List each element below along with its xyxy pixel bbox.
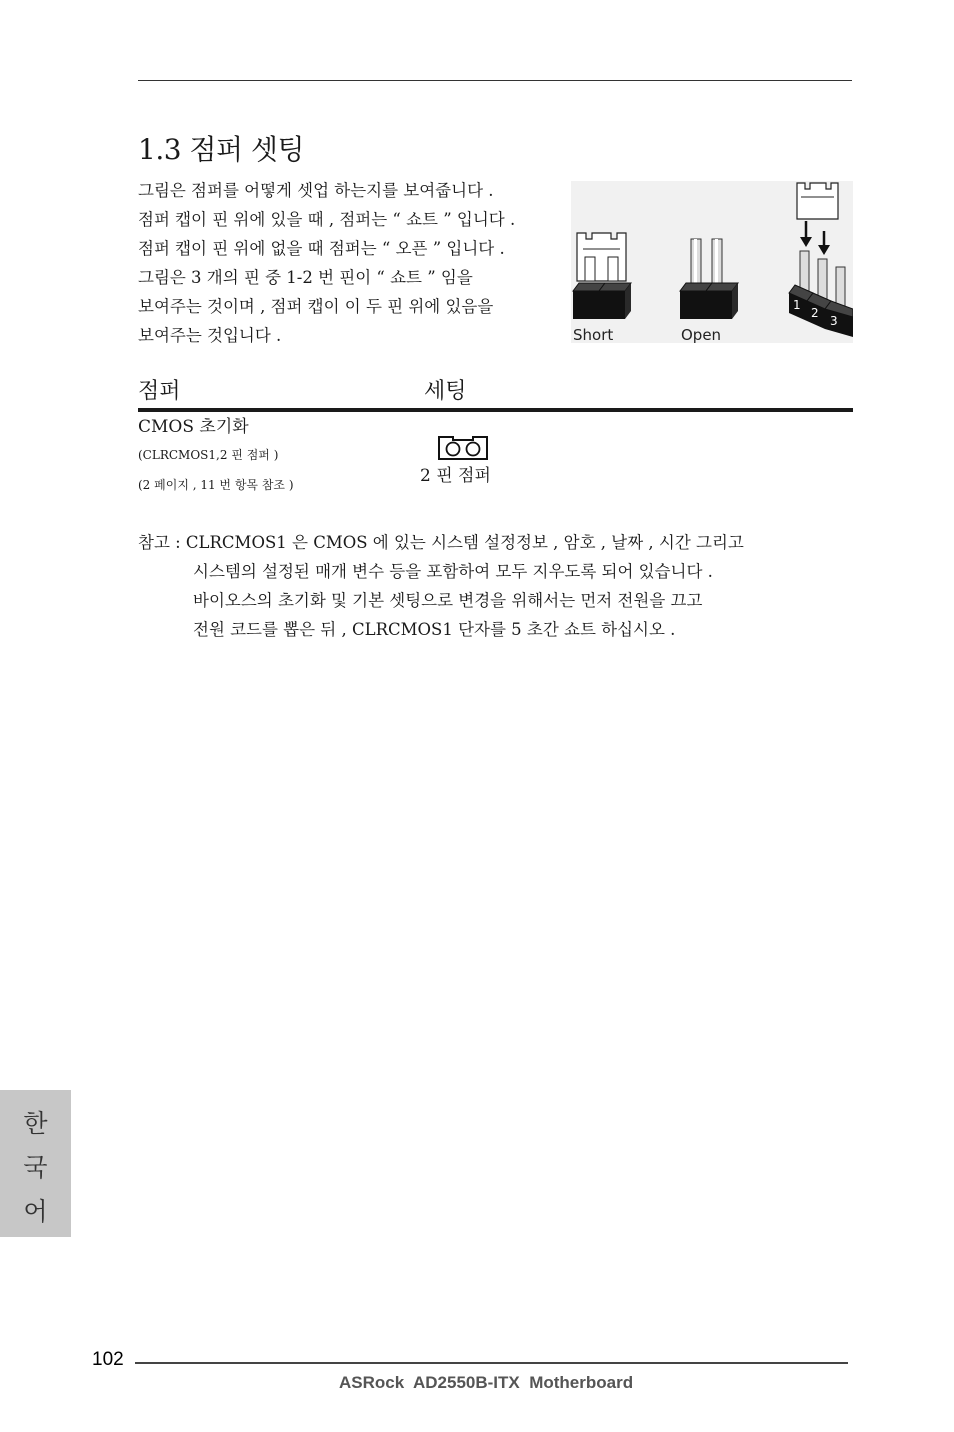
pin-number-2: 2 <box>811 306 819 320</box>
intro-line: 보여주는 것입니다 . <box>138 326 282 345</box>
note-line: 전원 코드를 뽑은 뒤 , CLRCMOS1 단자를 5 초간 쇼트 하십시오 . <box>193 620 676 639</box>
intro-line: 점퍼 캡이 핀 위에 없을 때 점퍼는 “ 오픈 ” 입니다 . <box>138 239 505 258</box>
table-header-setting: 세팅 <box>424 379 467 404</box>
cmos-clear-subtitle: (CLRCMOS1,2 핀 점퍼 ) <box>138 448 279 462</box>
note-line: 참고 : CLRCMOS1 은 CMOS 에 있는 시스템 설정정보 , 암호 , 날짜 , 시간 그리고 <box>138 533 744 552</box>
footer-product-name: ASRock AD2550B-ITX Motherboard <box>339 1373 634 1392</box>
cmos-clear-name: CMOS 초기화 <box>138 417 249 437</box>
language-char: 국 <box>23 1153 48 1182</box>
short-jumper <box>573 233 631 319</box>
language-side-tab <box>0 1090 71 1237</box>
top-rule <box>138 80 852 81</box>
jumper-illustration <box>571 181 853 343</box>
table-header-jumper: 점퍼 <box>138 379 181 404</box>
language-char: 어 <box>23 1197 48 1226</box>
note-line: 바이오스의 초기화 및 기본 셋팅으로 변경을 위해서는 먼저 전원을 끄고 <box>193 591 703 610</box>
page-number: 102 <box>92 1349 124 1370</box>
pin-number-1: 1 <box>793 298 801 312</box>
open-jumper <box>680 239 738 319</box>
table-header-rule <box>138 408 853 412</box>
three-pin-jumper <box>789 183 853 337</box>
intro-line: 그림은 점퍼를 어떻게 셋업 하는지를 보여줍니다 . <box>138 181 494 200</box>
two-pin-jumper-icon <box>437 435 489 461</box>
intro-line: 그림은 3 개의 핀 중 1-2 번 핀이 “ 쇼트 ” 임을 <box>138 268 473 287</box>
section-title: 1.3 점퍼 셋팅 <box>138 133 305 166</box>
note-line: 시스템의 설정된 매개 변수 등을 포함하여 모두 지우도록 되어 있습니다 . <box>193 562 713 581</box>
language-char: 한 <box>23 1109 48 1138</box>
open-label: Open <box>681 326 722 343</box>
intro-line: 점퍼 캡이 핀 위에 있을 때 , 점퍼는 “ 쇼트 ” 입니다 . <box>138 210 516 229</box>
footer-rule <box>135 1362 848 1364</box>
short-label: Short <box>573 326 614 343</box>
intro-paragraph <box>138 176 568 350</box>
note-paragraph <box>138 528 853 644</box>
setting-value: 2 핀 점퍼 <box>420 466 491 486</box>
cmos-clear-reference: (2 페이지 , 11 번 항목 참조 ) <box>138 478 294 492</box>
intro-line: 보여주는 것이며 , 점퍼 캡이 이 두 핀 위에 있음을 <box>138 297 494 316</box>
pin-number-3: 3 <box>830 314 838 328</box>
